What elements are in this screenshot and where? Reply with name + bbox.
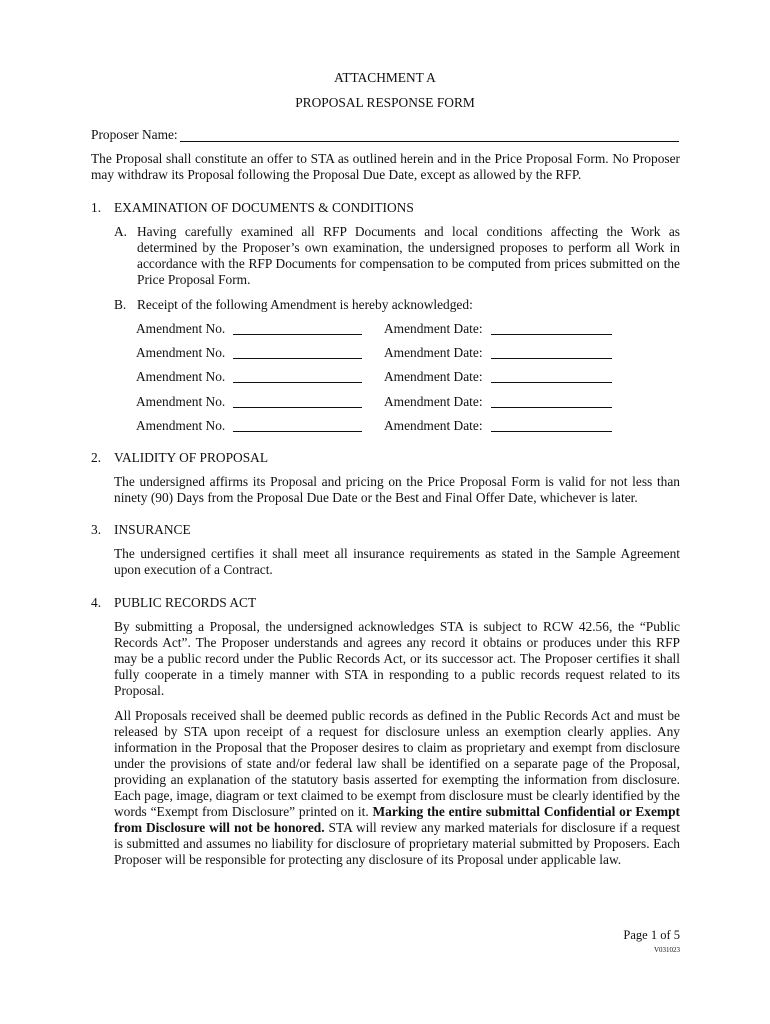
amendment-date-label: Amendment Date:	[384, 321, 483, 336]
section-2-title: VALIDITY OF PROPOSAL	[114, 450, 269, 465]
section-4-p2-text-end: STA will review any marked materials for disclosure if a request is submitted and assumes no liability for disclosure of proprietary material submitted by Proposers. Each Proposer will be responsible for protecting any disclosure of its Proposal under applicable law.	[114, 820, 680, 867]
amendment-date-label: Amendment Date:	[384, 345, 483, 360]
amendment-date-field[interactable]	[491, 418, 612, 432]
amendment-date-label: Amendment Date:	[384, 418, 483, 433]
attachment-heading: ATTACHMENT A	[334, 70, 436, 85]
amendment-no-label: Amendment No.	[136, 418, 226, 433]
amendment-no-label: Amendment No.	[136, 369, 226, 384]
section-1b-text: Receipt of the following Amendment is hereby acknowledged:	[137, 297, 473, 312]
proposer-name-field[interactable]	[180, 127, 679, 142]
amendment-date-label: Amendment Date:	[384, 369, 483, 384]
section-2-text: The undersigned affirms its Proposal and pricing on the Price Proposal Form is valid for not less than ninety (90) Days from the Proposal Due Date or the Best and Final Offer Date, whichever is later.	[114, 474, 680, 505]
amendment-no-field[interactable]	[233, 394, 362, 408]
amendment-date-field[interactable]	[491, 394, 612, 408]
amendment-no-label: Amendment No.	[136, 394, 226, 409]
amendment-no-field[interactable]	[233, 321, 362, 335]
section-4-paragraph-2	[114, 708, 680, 868]
section-1a-marker: A.	[114, 224, 128, 239]
section-1b-marker: B.	[114, 297, 127, 312]
amendment-date-field[interactable]	[491, 321, 612, 335]
section-2-number: 2.	[91, 450, 102, 465]
intro-paragraph: The Proposal shall constitute an offer to STA as outlined herein and in the Price Proposal Form. No Proposer may withdraw its Proposal following the Proposal Due Date, except as allowed by the RFP.	[91, 151, 680, 182]
amendment-row-4	[136, 394, 636, 410]
amendment-no-label: Amendment No.	[136, 321, 226, 336]
amendment-no-field[interactable]	[233, 418, 362, 432]
amendment-no-field[interactable]	[233, 345, 362, 359]
section-4-title: PUBLIC RECORDS ACT	[114, 595, 257, 610]
section-4-p2-text: All Proposals received shall be deemed public records as defined in the Public Records Act and must be released by STA upon receipt of a request for disclosure unless an exemption clearly applies. Any information in the Proposal that the Proposer desires to claim as proprietary and exempt from disclosure under the provisions of state and/or federal law shall be identified on a separate page of the Proposal, providing an explanation of the statutory basis asserted for exempting the information from disclosure. Each page, image, diagram or text claimed to be exempt from disclosure must be clearly identified by the words “Exempt from Disclosure” printed on it.	[114, 708, 680, 819]
amendment-date-label: Amendment Date:	[384, 394, 483, 409]
section-4-number: 4.	[91, 595, 102, 610]
section-4-paragraph-1: By submitting a Proposal, the undersigned acknowledges STA is subject to RCW 42.56, the “Public Records Act”. The Proposer understands and agrees any record it obtains or produces under this RFP may be a public record under the Public Records Act, or its successor act. The Proposer certifies it shall fully cooperate in a timely manner with STA in responding to a public records request related to its Proposal.	[114, 619, 680, 698]
amendment-row-1	[136, 321, 636, 337]
section-3-title: INSURANCE	[114, 522, 191, 537]
page-number: Page 1 of 5	[623, 928, 680, 942]
amendment-row-3	[136, 369, 636, 385]
proposer-name-label: Proposer Name:	[91, 127, 178, 142]
amendment-row-5	[136, 418, 636, 434]
amendment-date-field[interactable]	[491, 369, 612, 383]
form-title: PROPOSAL RESPONSE FORM	[295, 95, 475, 110]
version-code: V031023	[653, 946, 680, 954]
amendment-no-field[interactable]	[233, 369, 362, 383]
amendment-row-2	[136, 345, 636, 361]
section-3-text: The undersigned certifies it shall meet all insurance requirements as stated in the Sample Agreement upon execution of a Contract.	[114, 546, 680, 577]
section-4-p2-bold-notice: Marking the entire submittal Confidential or Exempt from Disclosure will not be honored.	[114, 804, 680, 835]
section-1-title: EXAMINATION OF DOCUMENTS & CONDITIONS	[114, 200, 414, 215]
amendment-date-field[interactable]	[491, 345, 612, 359]
section-1a-text: Having carefully examined all RFP Documents and local conditions affecting the Work as determined by the Proposer’s own examination, the undersigned proposes to perform all Work in accordance with the RFP Documents for compensation to be computed from prices submitted on the Price Proposal Form.	[137, 224, 680, 287]
section-1-number: 1.	[91, 200, 102, 215]
section-3-number: 3.	[91, 522, 102, 537]
amendment-no-label: Amendment No.	[136, 345, 226, 360]
